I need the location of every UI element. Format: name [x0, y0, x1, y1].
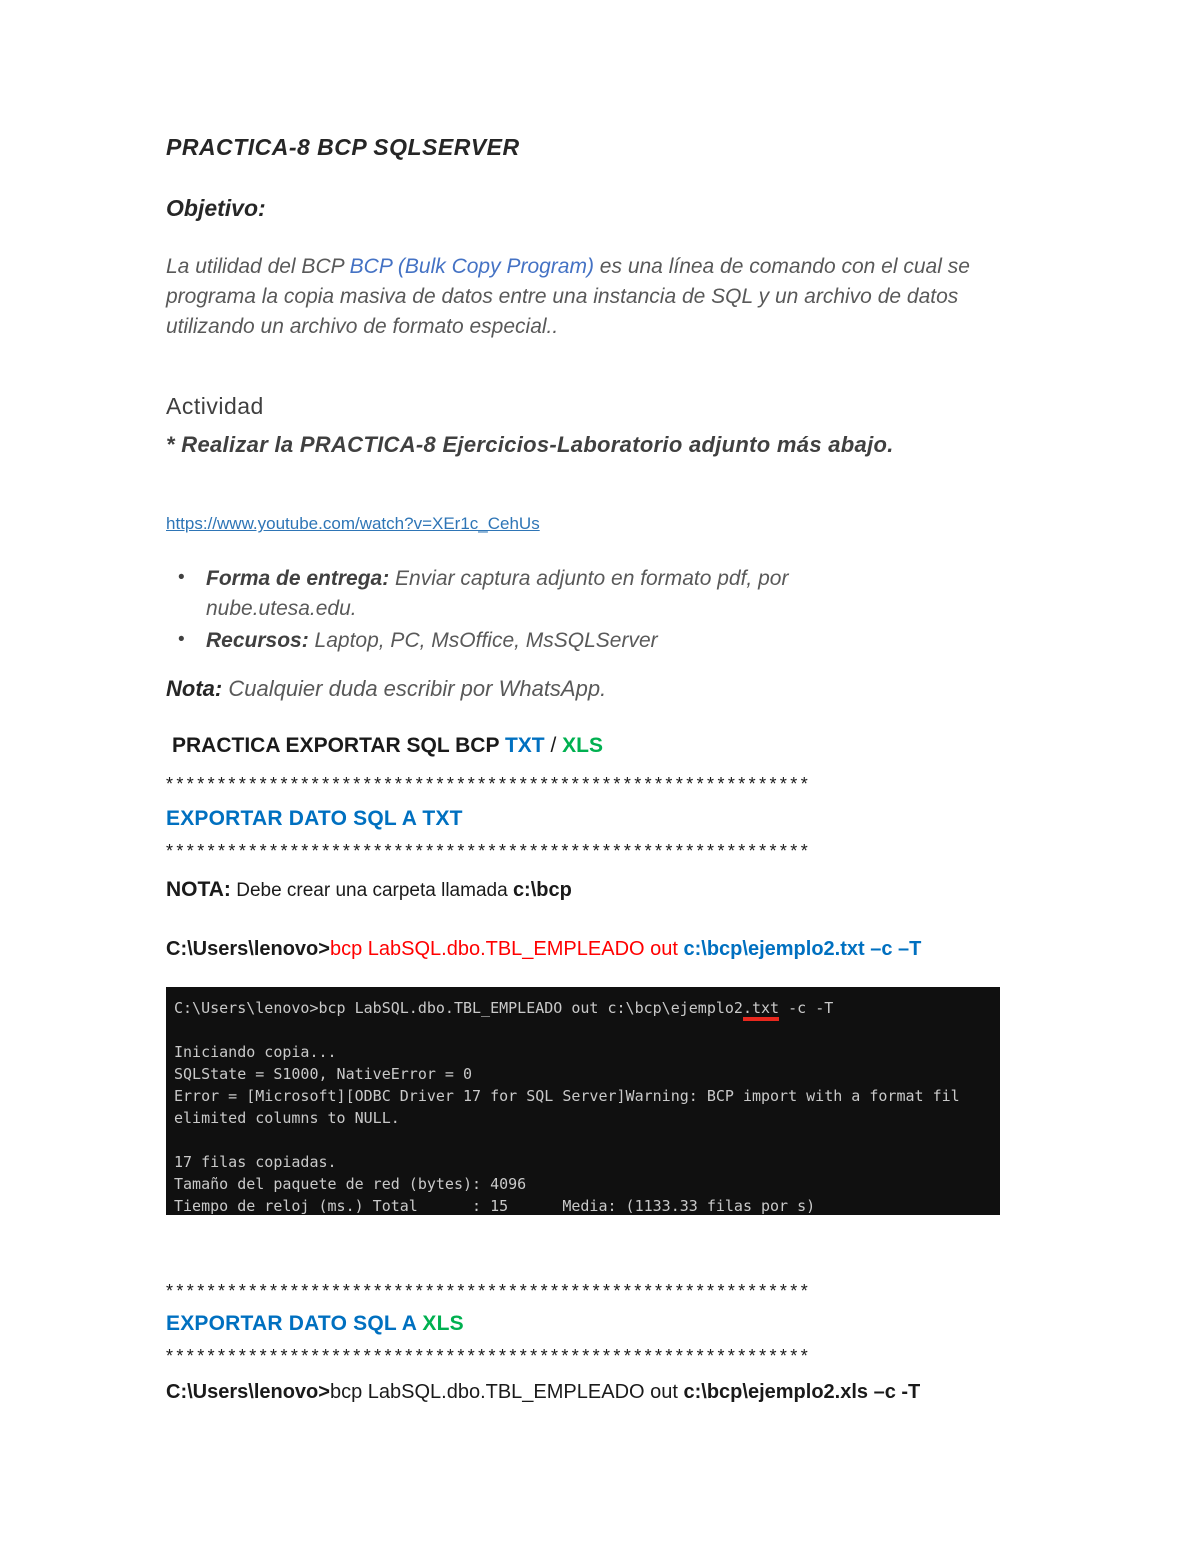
- nota2-label: NOTA:: [166, 877, 231, 901]
- exportar-txt-heading: EXPORTAR DATO SQL A TXT: [166, 806, 463, 830]
- bcp-export-txt-command: [166, 938, 1026, 961]
- intro-text-pre: La utilidad del BCP: [166, 255, 350, 278]
- list-item: [178, 626, 896, 656]
- bcp-export-xls-command: [166, 1381, 1026, 1404]
- actividad-heading: Actividad: [166, 393, 264, 420]
- command-prompt: C:\Users\lenovo>: [166, 937, 330, 960]
- intro-text-post: es una línea de comando con el cual se programa la copia masiva de datos entre una instancia de SQL y un archivo de datos utilizando un archivo de formato especial..: [166, 255, 970, 338]
- terminal-line: 17 filas copiadas.: [174, 1152, 337, 1171]
- intro-paragraph: [166, 252, 978, 341]
- bullet-icon: •: [178, 567, 185, 589]
- terminal-line: Error = [Microsoft][ODBC Driver 17 for SQL Server]Warning: BCP import with a format fil: [174, 1086, 960, 1105]
- terminal-line: elimited columns to NULL.: [174, 1108, 400, 1127]
- exportar-xls-blue: EXPORTAR DATO SQL A: [166, 1311, 423, 1335]
- terminal-cmd-underlined-ext: .txt: [743, 999, 779, 1021]
- bullet-text: Laptop, PC, MsOffice, MsSQLServer: [308, 629, 658, 653]
- separator-stars: **************************************************************: [166, 773, 812, 794]
- nota2-path: c:\bcp: [512, 878, 572, 901]
- list-item: [178, 564, 896, 624]
- separator-stars: **************************************************************: [166, 840, 812, 861]
- practica-heading-slash: /: [544, 733, 563, 757]
- actividad-instruction: * Realizar la PRACTICA-8 Ejercicios-Laboratorio adjunto más abajo.: [166, 432, 894, 458]
- terminal-cmd-pre: C:\Users\lenovo>bcp LabSQL.dbo.TBL_EMPLEADO out c:\bcp\ejemplo2: [174, 998, 743, 1017]
- youtube-link-row: [166, 514, 1026, 534]
- practica-heading-black: PRACTICA EXPORTAR SQL BCP: [172, 733, 505, 757]
- exportar-xls-green: XLS: [422, 1311, 464, 1335]
- page-title: PRACTICA-8 BCP SQLSERVER: [166, 134, 520, 160]
- practica-heading-xls: XLS: [562, 733, 603, 757]
- terminal-line: Iniciando copia...: [174, 1042, 337, 1061]
- bullet-text: Enviar captura adjunto en formato pdf, por nube.utesa.edu.: [206, 567, 789, 621]
- terminal-line: Tamaño del paquete de red (bytes): 4096: [174, 1174, 527, 1193]
- terminal-line: [174, 1129, 992, 1151]
- objetivo-heading: Objetivo:: [166, 195, 266, 221]
- document-page: [166, 0, 1026, 1404]
- separator-stars: **************************************************************: [166, 1280, 812, 1301]
- nota2-text: Debe crear una carpeta llamada: [230, 879, 513, 901]
- command-body-red: bcp LabSQL.dbo.TBL_EMPLEADO out: [329, 937, 684, 960]
- nota-carpeta-line: [166, 878, 1026, 902]
- nota-label: Nota:: [166, 675, 223, 701]
- exportar-xls-heading: [166, 1312, 1026, 1336]
- nota-text: Cualquier duda escribir por WhatsApp.: [222, 675, 607, 701]
- bullet-label: Recursos:: [206, 629, 309, 653]
- terminal-output: [174, 1019, 992, 1215]
- terminal-line: Tiempo de reloj (ms.) Total : 15 Media: (1133.33 filas por s): [174, 1196, 816, 1215]
- terminal-line: [174, 997, 992, 1019]
- practica-exportar-heading: [166, 734, 1026, 758]
- command-prompt: C:\Users\lenovo>: [166, 1380, 330, 1403]
- command-body: bcp LabSQL.dbo.TBL_EMPLEADO out: [329, 1380, 684, 1403]
- terminal-cmd-post: -c -T: [779, 998, 834, 1017]
- command-target-bold: c:\bcp\ejemplo2.xls –c -T: [683, 1380, 921, 1403]
- delivery-bullet-list: [166, 564, 1026, 655]
- console-screenshot: [166, 987, 1000, 1215]
- youtube-link[interactable]: https://www.youtube.com/watch?v=XEr1c_CehUs: [166, 514, 540, 534]
- terminal-line: SQLState = S1000, NativeError = 0: [174, 1064, 473, 1083]
- command-target-blue: c:\bcp\ejemplo2.txt –c –T: [683, 937, 922, 960]
- bullet-label: Forma de entrega:: [206, 567, 390, 591]
- bullet-icon: •: [178, 629, 185, 651]
- bcp-program-link[interactable]: BCP (Bulk Copy Program): [349, 255, 594, 278]
- nota-line: [166, 676, 1026, 702]
- separator-stars: **************************************************************: [166, 1345, 812, 1366]
- practica-heading-txt: TXT: [504, 733, 545, 757]
- terminal-line: [174, 1019, 992, 1041]
